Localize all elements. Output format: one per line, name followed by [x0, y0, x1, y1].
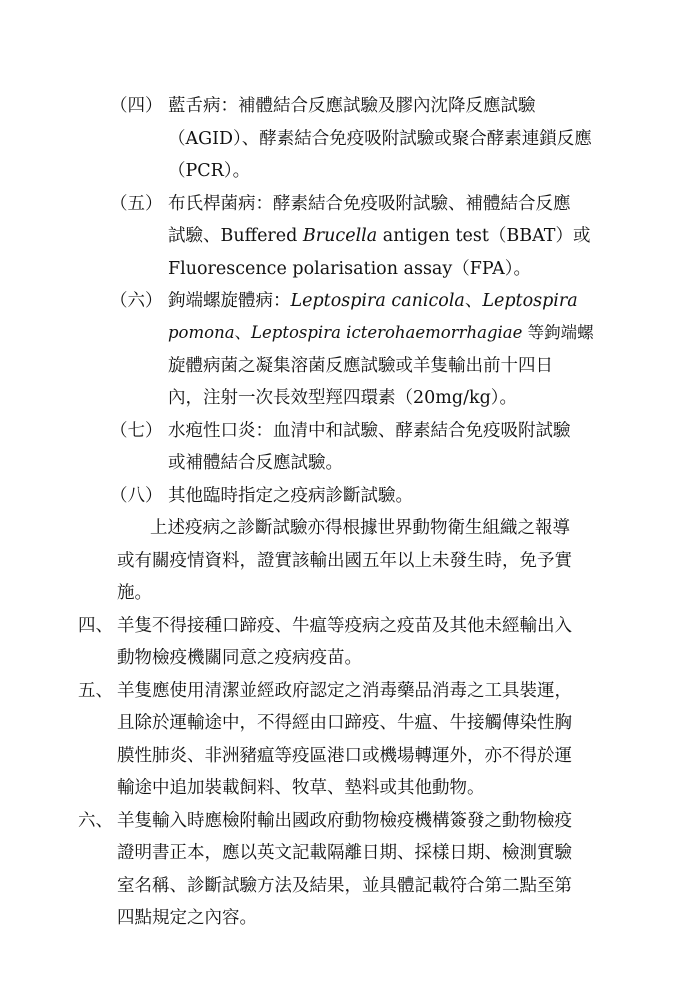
section-6-line-2: 證明書正本，應以英文記載隔離日期、採樣日期、檢測實驗: [117, 843, 572, 863]
item-marker-7: （七）: [110, 421, 163, 441]
section-marker-6: 六、: [78, 811, 113, 831]
item-5-line-3: Fluorescence polarisation assay（FPA）。: [168, 259, 531, 279]
item-6-line-4: 內，注射一次長效型羥四環素（20mg/kg）。: [168, 388, 518, 408]
section-6-line-4: 四點規定之內容。: [117, 908, 257, 928]
item-6-line-3: 旋體病菌之凝集溶菌反應試驗或羊隻輸出前十四日: [168, 356, 553, 376]
item-6-text: 鉤端螺旋體病：: [168, 291, 291, 311]
item-6-line-1: [168, 290, 578, 312]
item-6-sep: 、: [464, 291, 483, 311]
section-6-line-3: 室名稱、診斷試驗方法及結果，並具體記載符合第二點至第: [117, 876, 572, 896]
item-marker-5: （五）: [110, 194, 163, 214]
item-4-line-3: （PCR）。: [168, 161, 251, 181]
item-6-text-tail: 等鉤端螺: [522, 323, 594, 342]
item-marker-8: （八）: [110, 486, 163, 506]
section-marker-5: 五、: [78, 681, 113, 701]
item-6-sep-2: 、: [234, 323, 252, 342]
leptospira-icterohaemorrhagiae-term: Leptospira icterohaemorrhagiae: [251, 323, 523, 342]
section-5-line-2: 且除於運輸途中，不得經由口蹄疫、牛瘟、牛接觸傳染性胸: [117, 713, 572, 733]
note-line-3: 施。: [117, 583, 152, 603]
section-marker-4: 四、: [78, 616, 113, 636]
section-4-line-1: 羊隻不得接種口蹄疫、牛瘟等疫病之疫苗及其他未經輸出入: [117, 616, 572, 636]
section-5-line-3: 膜性肺炎、非洲豬瘟等疫區港口或機場轉運外，亦不得於運: [117, 746, 572, 766]
brucella-term: Brucella: [302, 226, 378, 246]
leptospira-term: Leptospira: [482, 291, 578, 311]
item-8-line-1: 其他臨時指定之疫病診斷試驗。: [168, 486, 413, 506]
item-4-line-1: 藍舌病：補體結合反應試驗及膠內沈降反應試驗: [168, 96, 536, 116]
item-7-line-1: 水疱性口炎：血清中和試驗、酵素結合免疫吸附試驗: [168, 421, 571, 441]
item-5-text: 試驗、Buffered: [168, 226, 303, 246]
note-line-1: 上述疫病之診斷試驗亦得根據世界動物衛生組織之報導: [150, 518, 570, 538]
item-5-line-1: 布氏桿菌病：酵素結合免疫吸附試驗、補體結合反應: [168, 194, 571, 214]
item-5-line-2: [168, 225, 590, 247]
section-5-line-1: 羊隻應使用清潔並經政府認定之消毒藥品消毒之工具裝運，: [117, 681, 572, 701]
item-5-text-tail: antigen test（BBAT）或: [377, 226, 591, 246]
item-marker-4: （四）: [110, 96, 163, 116]
section-4-line-2: 動物檢疫機關同意之疫病疫苗。: [117, 648, 362, 668]
item-7-line-2: 或補體結合反應試驗。: [168, 453, 343, 473]
pomona-term: pomona: [168, 323, 235, 342]
note-line-2: 或有關疫情資料，證實該輸出國五年以上未發生時，免予實: [117, 551, 572, 571]
item-4-line-2: （AGID）、酵素結合免疫吸附試驗或聚合酵素連鎖反應: [168, 129, 592, 149]
item-marker-6: （六）: [110, 291, 163, 311]
section-6-line-1: 羊隻輸入時應檢附輸出國政府動物檢疫機構簽發之動物檢疫: [117, 811, 572, 831]
item-6-line-2: [168, 322, 594, 344]
leptospira-canicola-term: Leptospira canicola: [290, 291, 465, 311]
section-5-line-4: 輸途中追加裝載飼料、牧草、墊料或其他動物。: [117, 778, 485, 798]
